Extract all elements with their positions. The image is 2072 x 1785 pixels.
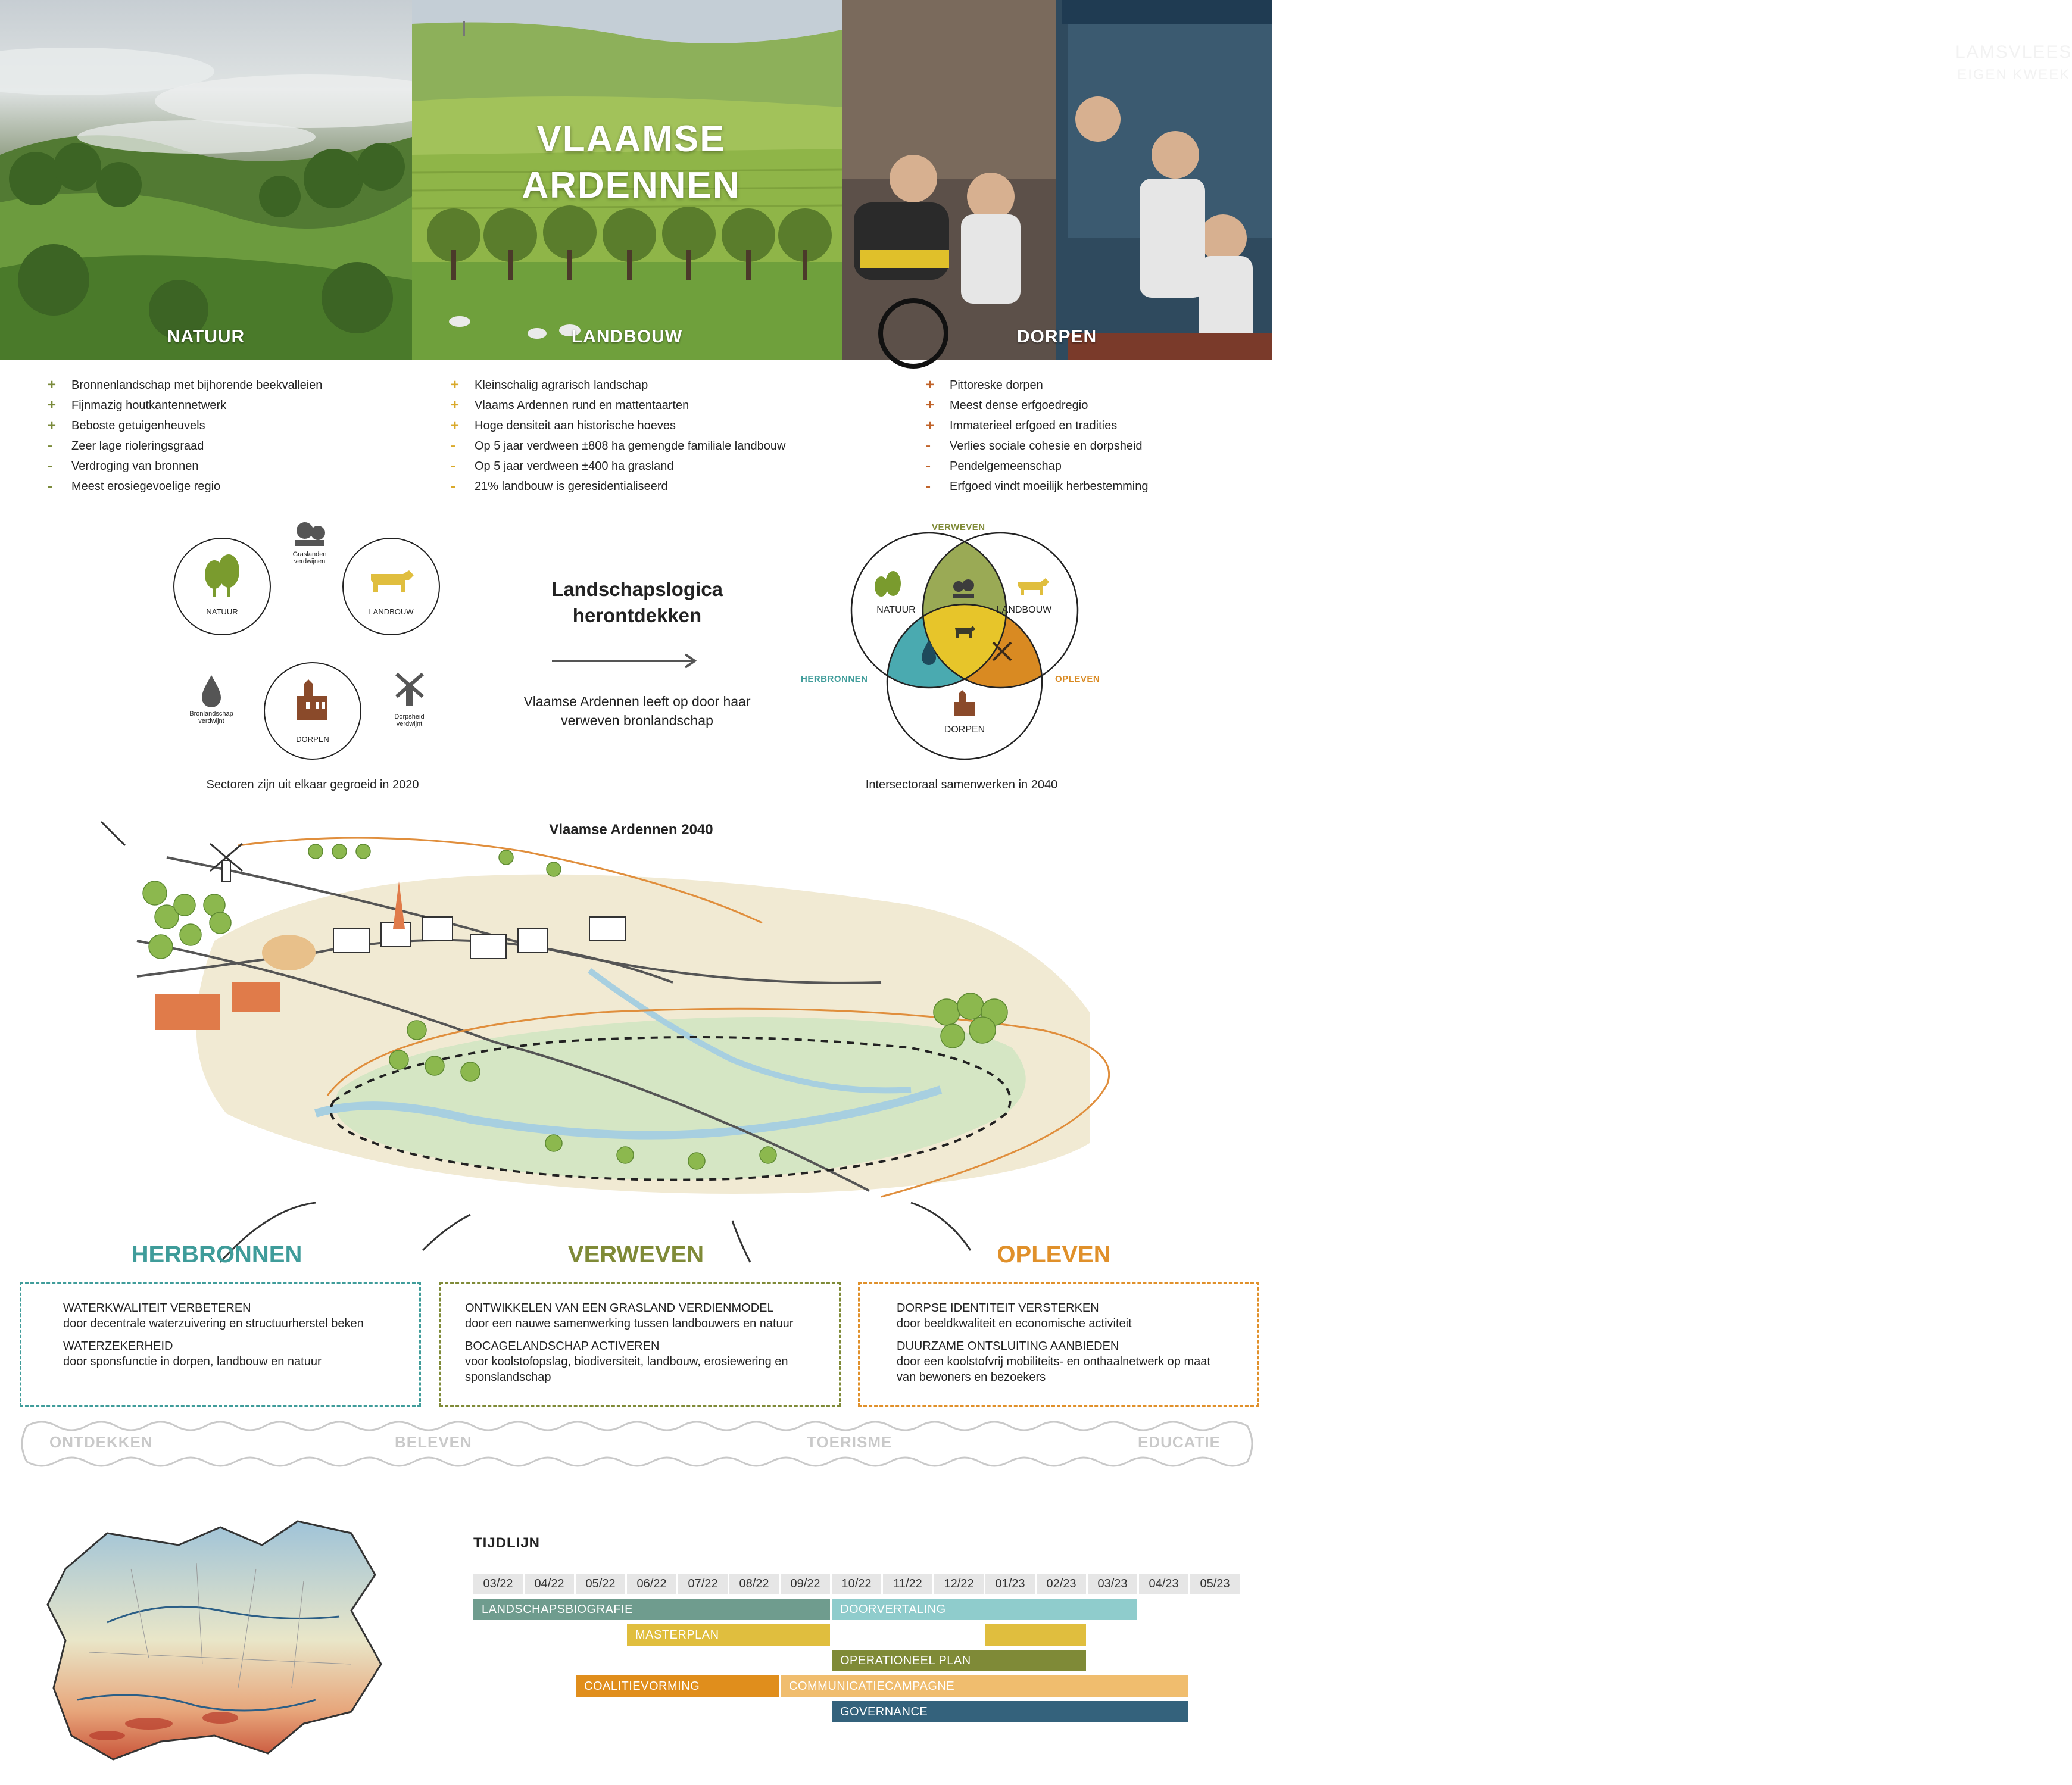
list-dorpen [926,375,1259,497]
list-item [451,395,832,416]
entry-body: door een nauwe samenwerking tussen landbouwers en natuur [465,1317,794,1330]
plus-icon: + [926,397,935,413]
list-item-text: Fijnmazig houtkantennetwerk [71,399,227,412]
plus-icon: + [451,417,460,433]
list-item-text: Op 5 jaar verdween ±808 ha gemengde familiale landbouw [475,439,786,453]
list-item [451,436,832,456]
label-natuur-2020: NATUUR [206,607,238,616]
tree-pair-icon [953,579,974,598]
list-item-text: Pittoreske dorpen [950,379,1043,392]
entry-body: door beeldkwaliteit en economische activiteit [897,1317,1132,1330]
circle-landbouw-2020 [342,538,440,635]
label-landbouw-2020: LANDBOUW [369,607,414,616]
circle-natuur-2020 [173,538,271,635]
timeline-month: 11/22 [883,1574,932,1594]
entry-body: voor koolstofopslag, biodiversiteit, landbouw, erosiewering en sponslandschap [465,1355,788,1384]
grassland-icon [292,520,327,550]
caption-landbouw: LANDBOUW [571,327,683,347]
timeline-bar: LANDSCHAPSBIOGRAFIE [473,1599,830,1620]
list-item [48,436,417,456]
list-item [926,456,1259,476]
timeline-bar: COMMUNICATIECAMPAGNE [781,1675,1188,1697]
pillar-title-opleven: OPLEVEN [997,1241,1111,1268]
tag-opleven: OPLEVEN [1055,674,1100,684]
timeline-bar: MASTERPLAN [627,1624,830,1646]
caption-dorpen: DORPEN [1016,327,1097,347]
list-landbouw [451,375,832,497]
label-landbouw-2040: LANDBOUW [996,605,1052,615]
list-item-text: Meest erosiegevoelige regio [71,480,221,493]
landscape-illustration [137,834,1149,1215]
list-item-text: Verdroging van bronnen [71,460,199,473]
plus-icon: + [48,417,57,433]
label-dorpen-2040: DORPEN [944,725,985,735]
list-item [451,456,832,476]
timeline-bar [985,1624,1086,1646]
list-item-text: Op 5 jaar verdween ±400 ha grasland [475,460,674,473]
timeline-month: 02/23 [1037,1574,1086,1594]
timeline-bar: GOVERNANCE [832,1701,1188,1722]
minus-icon: - [926,478,931,494]
plus-icon: + [48,377,57,393]
tag-herbronnen: HERBRONNEN [801,674,868,684]
list-item-text: Bronnenlandschap met bijhorende beekvalleien [71,379,323,392]
entry-body: door decentrale waterzuivering en structuurherstel beken [63,1317,364,1330]
banner-toerisme: TOERISME [807,1433,893,1451]
pillar-title-verweven: VERWEVEN [567,1241,704,1268]
plus-icon: + [451,397,460,413]
timeline-month: 07/22 [678,1574,728,1594]
timeline-bar: COALITIEVORMING [576,1675,779,1697]
timeline-month: 05/23 [1190,1574,1240,1594]
timeline-month: 03/22 [473,1574,523,1594]
caption-natuur: NATUUR [167,327,245,347]
label-bronlandschap: Bronlandschap verdwijnt [189,710,233,725]
list-item-text: Immaterieel erfgoed en tradities [950,419,1118,432]
trees-icon [201,552,243,600]
list-item-text: Vlaams Ardennen rund en mattentaarten [475,399,689,412]
minus-icon: - [926,438,931,454]
label-natuur-2040: NATUUR [876,605,916,615]
hero-title-line2: ARDENNEN [522,165,741,206]
list-item [48,476,417,497]
list-natuur [48,375,417,497]
caption-2040: Intersectoraal samenwerken in 2040 [865,778,1058,791]
entry-head: DORPSE IDENTITEIT VERSTERKEN [897,1302,1099,1315]
list-item-text: Verlies sociale cohesie en dorpsheid [950,439,1143,453]
list-item [451,416,832,436]
photo-natuur [0,0,412,360]
pillar-box-herbronnen [20,1282,421,1407]
list-item [451,476,832,497]
minus-icon: - [48,458,52,474]
windmill-icon [205,837,247,884]
pillar-box-opleven [858,1282,1259,1407]
middle-title: Landschapslogica herontdekken [551,578,723,626]
tag-verweven: VERWEVEN [932,522,985,532]
label-dorpsheid: Dorpsheid verdwijnt [394,713,425,728]
timeline-month: 09/22 [781,1574,830,1594]
list-item [48,416,417,436]
cow-icon [366,566,416,599]
timeline-month: 12/22 [934,1574,984,1594]
minus-icon: - [451,438,455,454]
list-item-text: Beboste getuigenheuvels [71,419,205,432]
timeline-bar: OPERATIONEEL PLAN [832,1650,1086,1671]
natuur-landscape-image [0,0,412,360]
list-item-text: Meest dense erfgoedregio [950,399,1088,412]
caption-2020: Sectoren zijn uit elkaar gegroeid in 2020 [206,778,419,791]
list-item-text: Zeer lage rioleringsgraad [71,439,204,453]
list-item [48,456,417,476]
circle-dorpen-2020 [264,662,361,760]
entry-head: DUURZAME ONTSLUITING AANBIEDEN [897,1340,1119,1353]
minus-icon: - [926,458,931,474]
photo-dorpen [842,0,2072,360]
timeline-month: 03/23 [1088,1574,1137,1594]
timeline-month: 05/22 [576,1574,625,1594]
timeline-month: 06/22 [627,1574,676,1594]
timeline-month: 01/23 [985,1574,1035,1594]
timeline-bar: DOORVERTALING [832,1599,1137,1620]
list-item [48,395,417,416]
minus-icon: - [48,478,52,494]
timeline-title: TIJDLIJN [473,1535,541,1551]
entry-head: WATERZEKERHEID [63,1340,173,1353]
region-relief-map [42,1509,399,1771]
pillar-title-herbronnen: HERBRONNEN [131,1241,302,1268]
minus-icon: - [48,438,52,454]
plus-icon: + [926,417,935,433]
shop-sign: LAMSVLEES EIGEN KWEEK [1955,42,2072,83]
banner-educatie: EDUCATIE [1138,1433,1221,1451]
minus-icon: - [451,478,455,494]
middle-subtitle: Vlaamse Ardennen leeft op door haar verweven bronlandschap [523,694,751,728]
landscape-title: Vlaamse Ardennen 2040 [549,822,713,838]
list-item-text: Erfgoed vindt moeilijk herbestemming [950,480,1149,493]
hero-title [411,116,851,209]
plus-icon: + [48,397,57,413]
plus-icon: + [451,377,460,393]
windmill-icon [392,667,427,709]
list-item [926,416,1259,436]
plus-icon: + [926,377,935,393]
entry-head: ONTWIKKELEN VAN EEN GRASLAND VERDIENMODEL [465,1302,774,1315]
label-dorpen-2020: DORPEN [296,735,329,744]
dorpen-street-image [842,0,1272,360]
list-item-text: Hoge densiteit aan historische hoeves [475,419,676,432]
timeline-month: 04/22 [525,1574,574,1594]
entry-head: BOCAGELANDSCHAP ACTIVEREN [465,1340,660,1353]
banner-ontdekken: ONTDEKKEN [49,1433,153,1451]
timeline-month: 10/22 [832,1574,881,1594]
entry-body: door een koolstofvrij mobiliteits- en onthaalnetwerk op maat van bewoners en bezoekers [897,1355,1210,1384]
list-item [926,395,1259,416]
pillar-box-verweven [439,1282,841,1407]
list-item-text: 21% landbouw is geresidentialiseerd [475,480,668,493]
list-item-text: Pendelgemeenschap [950,460,1062,473]
list-item [48,375,417,395]
hero-title-line1: VLAAMSE [536,118,726,160]
entry-head: WATERKWALITEIT VERBETEREN [63,1302,251,1315]
list-item [451,375,832,395]
arrow-right-icon [551,652,700,670]
list-item [926,436,1259,456]
timeline-month: 08/22 [729,1574,779,1594]
church-icon [292,678,333,726]
wavy-banner [15,1414,1259,1474]
minus-icon: - [451,458,455,474]
list-item [926,476,1259,497]
timeline-month: 04/23 [1139,1574,1188,1594]
list-item-text: Kleinschalig agrarisch landschap [475,379,648,392]
banner-beleven: BELEVEN [395,1433,472,1451]
list-item [926,375,1259,395]
mill-icon [101,822,125,845]
entry-body: door sponsfunctie in dorpen, landbouw en natuur [63,1355,322,1368]
label-graslanden: Graslanden verdwijnen [292,551,327,565]
water-drop-icon [199,673,223,709]
